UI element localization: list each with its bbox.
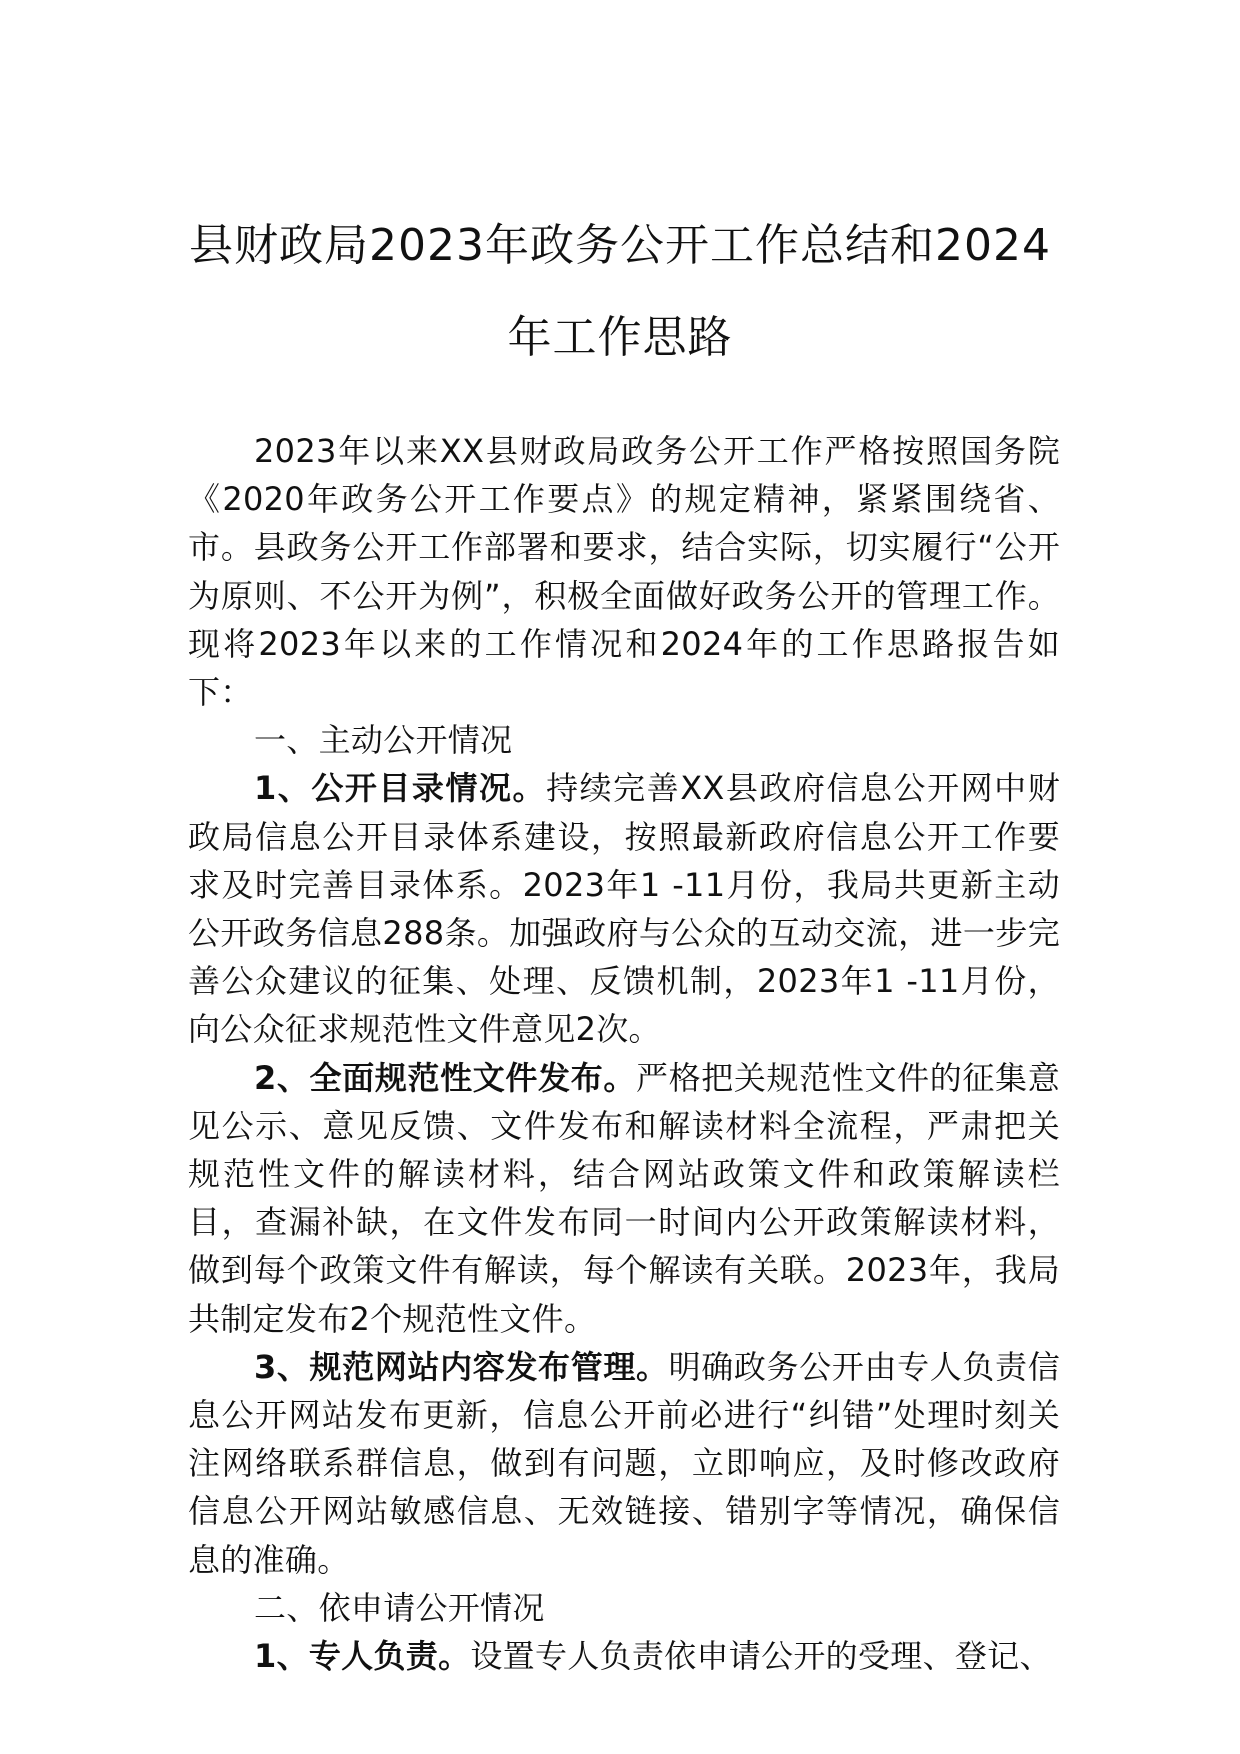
document-title-line-2: 年工作思路: [507, 312, 733, 363]
document-title-line-1: 县财政局2023年政务公开工作总结和2024: [189, 220, 1051, 271]
item-text-website-management: 明确政务公开由专人负责信息公开网站发布更新，信息公开前必进行“纠错”处理时刻关注网络联系群信息，做到有问题，立即响应，及时修改政府信息公开网站敏感信息、无效链接、错别字等情况，确保信息的准确。: [188, 1347, 1060, 1579]
item-paragraph-website-management: [188, 1343, 1060, 1584]
document-body: [188, 427, 1060, 1680]
section-heading-request-disclosure: 二、依申请公开情况: [254, 1588, 545, 1627]
item-text-dedicated-staff: 设置专人负责依申请公开的受理、登记、: [470, 1637, 1052, 1676]
item-paragraph-normative-documents: [188, 1054, 1060, 1343]
item-text-normative-documents: 严格把关规范性文件的征集意见公示、意见反馈、文件发布和解读材料全流程，严肃把关规范性文件的解读材料，结合网站政策文件和政策解读栏目，查漏补缺，在文件发布同一时间内公开政策解读材料，做到每个政策文件有解读，每个解读有关联。2023年，我局共制定发布2个规范性文件。: [188, 1058, 1060, 1338]
section-heading-proactive-disclosure: 一、主动公开情况: [254, 721, 513, 760]
item-lead-normative-documents: 2、全面规范性文件发布。: [254, 1058, 636, 1097]
item-lead-dedicated-staff: 1、专人负责。: [254, 1637, 471, 1676]
item-paragraph-dedicated-staff: [188, 1632, 1060, 1680]
item-paragraph-catalog: [188, 764, 1060, 1053]
item-lead-website-management: 3、规范网站内容发布管理。: [254, 1347, 669, 1386]
intro-paragraph: 2023年以来XX县财政局政务公开工作严格按照国务院《2020年政务公开工作要点》的规定精神，紧紧围绕省、市。县政务公开工作部署和要求，结合实际，切实履行“公开为原则、不公开为例”，积极全面做好政务公开的管理工作。现将2023年以来的工作情况和2024年的工作思路报告如下：: [188, 432, 1060, 712]
item-text-catalog: 持续完善XX县政府信息公开网中财政局信息公开目录体系建设，按照最新政府信息公开工作要求及时完善目录体系。2023年1 -11月份，我局共更新主动公开政务信息288条。加强政府与公众的互动交流，进一步完善公众建议的征集、处理、反馈机制，2023年1 -11月份，向公众征求规范性文件意见2次。: [188, 769, 1060, 1049]
item-lead-catalog: 1、公开目录情况。: [254, 769, 547, 808]
